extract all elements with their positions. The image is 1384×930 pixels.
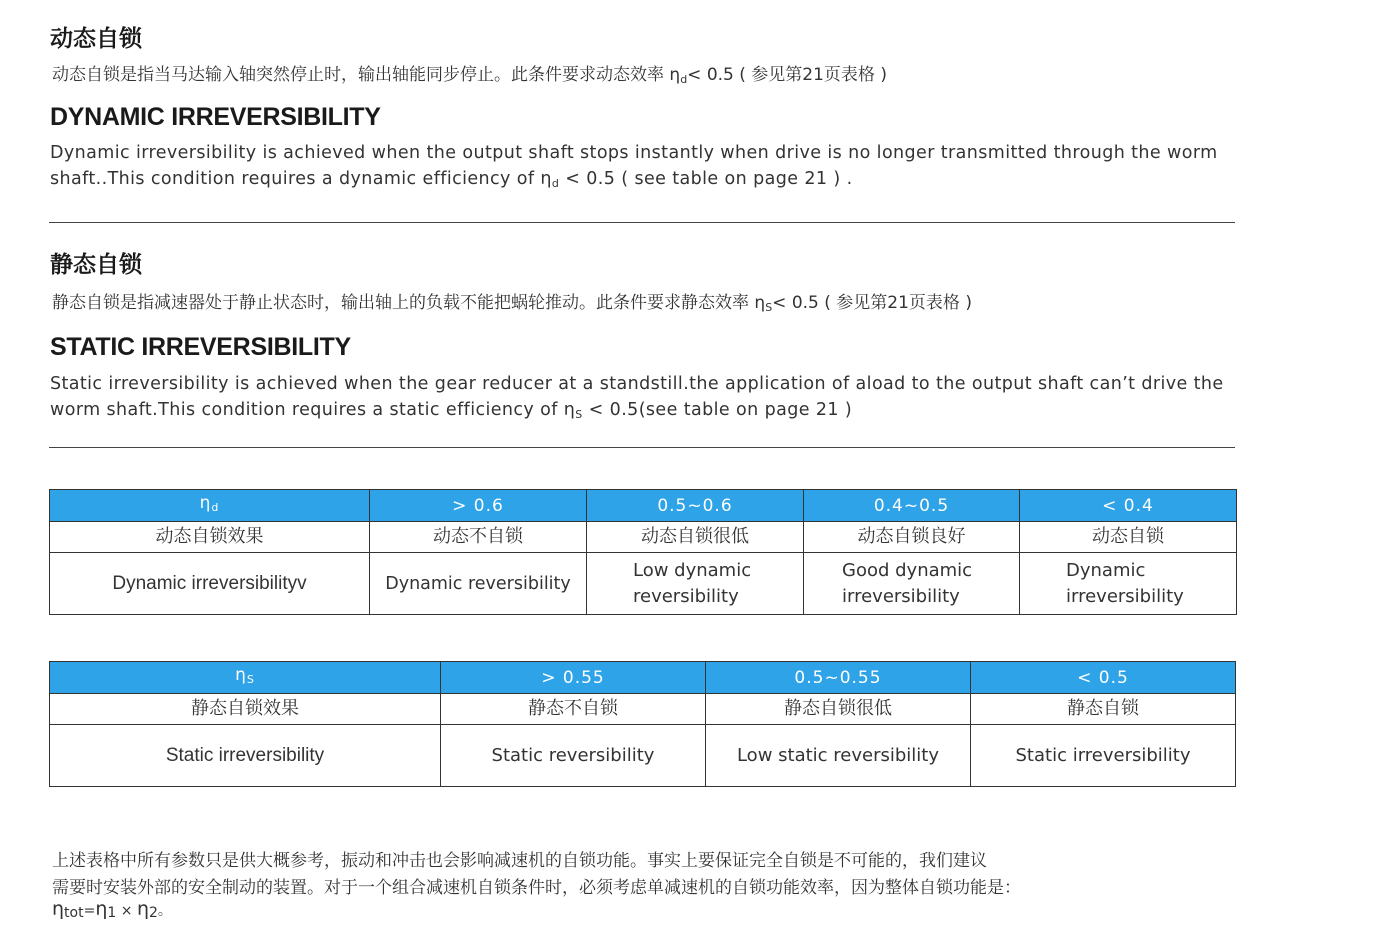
- cell: Good dynamic irreversibility: [804, 553, 1020, 615]
- cell: Dynamic reversibility: [370, 553, 587, 615]
- note-line-1: 上述表格中所有参数只是供大概参考，振动和冲击也会影响减速机的自锁功能。事实上要保证完全自锁是不可能的，我们建议: [52, 851, 987, 871]
- text: < 0.5(see table on page 21 ): [582, 400, 853, 420]
- text: < 0.5 ( 参见第21页表格 ): [772, 293, 972, 313]
- dynamic-text-en: [50, 140, 1250, 197]
- header-cell: $\eta_S$: [50, 662, 441, 694]
- static-title-cn: 静态自锁: [50, 252, 142, 278]
- header-cell: < 0.5: [971, 662, 1236, 694]
- static-text-cn: [52, 288, 972, 314]
- table-row: [50, 553, 1237, 615]
- cell: Low dynamic reversibility: [587, 553, 804, 615]
- subscript: d: [680, 73, 688, 86]
- cell: Static reversibility: [441, 725, 706, 787]
- text: < 0.5 ( see table on page 21 ) .: [559, 169, 853, 189]
- subscript: S: [575, 408, 583, 421]
- note-line-2: 需要时安装外部的安全制动的装置。对于一个组合减速机自锁条件时，必须考虑单减速机的自锁功能效率，因为整体自锁功能是：: [52, 878, 1021, 898]
- cell: 静态自锁: [971, 694, 1236, 725]
- cell: 动态自锁: [1020, 522, 1237, 553]
- subscript: S: [765, 301, 773, 314]
- static-title-en: STATIC IRREVERSIBILITY: [50, 333, 351, 361]
- cell: Static irreversibility: [971, 725, 1236, 787]
- cell: 动态自锁效果: [50, 522, 370, 553]
- cell: Low static reversibility: [706, 725, 971, 787]
- text: Dynamic irreversibility is achieved when the output shaft stops instantly when drive is no longer transmitted through the worm shaft..This condition requires a dynamic efficiency of η: [50, 143, 1218, 189]
- text: 静态自锁是指减速器处于静止状态时，输出轴上的负载不能把蜗轮推动。此条件要求静态效率 η: [52, 293, 766, 313]
- divider: [49, 222, 1235, 223]
- cell: Dynamic irreversibility: [1020, 553, 1237, 615]
- cell: Dynamic irreversibilityv: [50, 553, 370, 615]
- cell: 静态自锁很低: [706, 694, 971, 725]
- header-cell: < 0.4: [1020, 490, 1237, 522]
- header-cell: $\eta_d$: [50, 490, 370, 522]
- text: Static irreversibility is achieved when the gear reducer at a standstill.the application of aload to the output shaft can’t drive the worm shaft.This condition requires a static efficiency of η: [50, 374, 1224, 420]
- table-header-row: [50, 662, 1236, 694]
- cell: Static irreversibility: [50, 725, 441, 787]
- subscript: d: [551, 177, 560, 190]
- header-cell: 0.5~0.55: [706, 662, 971, 694]
- dynamic-title-cn: 动态自锁: [50, 26, 142, 52]
- table-row: [50, 522, 1237, 553]
- header-cell: > 0.6: [370, 490, 587, 522]
- cell: 动态不自锁: [370, 522, 587, 553]
- cell: 静态自锁效果: [50, 694, 441, 725]
- cell: 动态自锁很低: [587, 522, 804, 553]
- table-row: [50, 725, 1236, 787]
- dynamic-text-cn: [52, 60, 887, 86]
- cell: 静态不自锁: [441, 694, 706, 725]
- header-cell: 0.5~0.6: [587, 490, 804, 522]
- table-row: [50, 694, 1236, 725]
- header-cell: 0.4~0.5: [804, 490, 1020, 522]
- cell: 动态自锁良好: [804, 522, 1020, 553]
- static-efficiency-table: [49, 661, 1236, 787]
- static-text-en: [50, 371, 1250, 428]
- note-formula: ηtot=η1 × η2。: [52, 898, 172, 921]
- dynamic-efficiency-table: [49, 489, 1237, 615]
- divider: [49, 447, 1235, 448]
- table-header-row: [50, 490, 1237, 522]
- header-cell: > 0.55: [441, 662, 706, 694]
- dynamic-title-en: DYNAMIC IRREVERSIBILITY: [50, 103, 381, 131]
- text: 动态自锁是指当马达输入轴突然停止时，输出轴能同步停止。此条件要求动态效率 η: [52, 65, 681, 85]
- text: < 0.5 ( 参见第21页表格 ): [687, 65, 887, 85]
